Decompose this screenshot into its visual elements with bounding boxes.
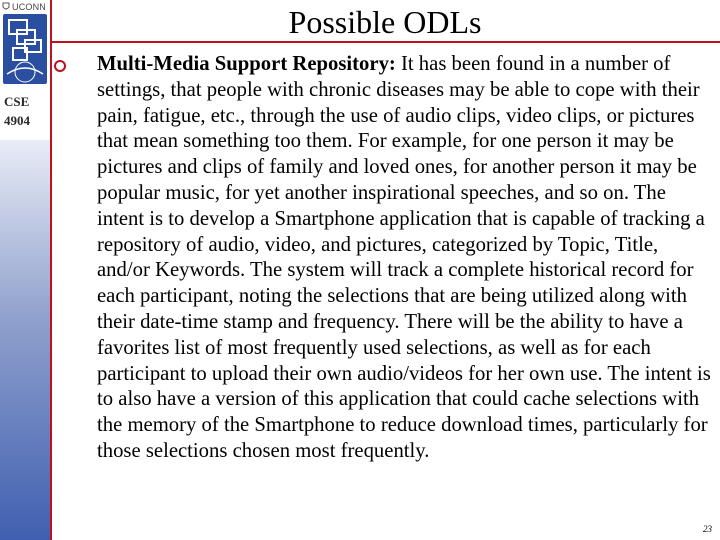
sidebar (0, 0, 50, 540)
engineering-logo-icon (3, 14, 47, 84)
course-line-2: 4904 (4, 113, 30, 128)
bullet-term: Multi-Media Support Repository: (97, 53, 396, 75)
bullet-text (97, 52, 711, 465)
title-underline (50, 41, 720, 43)
bullet-ring-icon (54, 60, 66, 72)
course-line-1: CSE (4, 94, 30, 109)
slide-title: Possible ODLs (288, 4, 482, 40)
course-code (4, 92, 30, 130)
bullet-body: It has been found in a number of settings, that people with chronic diseases may be able to cope with their pain, fatigue, etc., through the use of audio clips, video clips, or pictures that mean something too them. For example, for one person it may be pictures and clips of family and loved ones, for another person it may be popular music, for yet another inspirational speeches, and so on. The intent is to develop a Smartphone application that is capable of tracking a repository of audio, video, and pictures, categorized by Topic, Title, and/or Keywords. The system will track a complete historical record for each participant, noting the selections that are being utilized along with their date-time stamp and frequency. There will be the ability to have a favorites list of most frequently used selections, as well as for each participant to upload their own audio/videos for her own use. The intent is to also have a version of this application that could cache selections with the memory of the Smartphone to reduce download times, particularly for those selections chosen most frequently. (97, 53, 711, 462)
sidebar-divider (50, 0, 52, 540)
university-label: UCONN (12, 2, 46, 12)
sidebar-gradient-strip (0, 140, 50, 540)
page-number: 23 (703, 524, 712, 534)
uconn-seal-icon (2, 2, 10, 11)
